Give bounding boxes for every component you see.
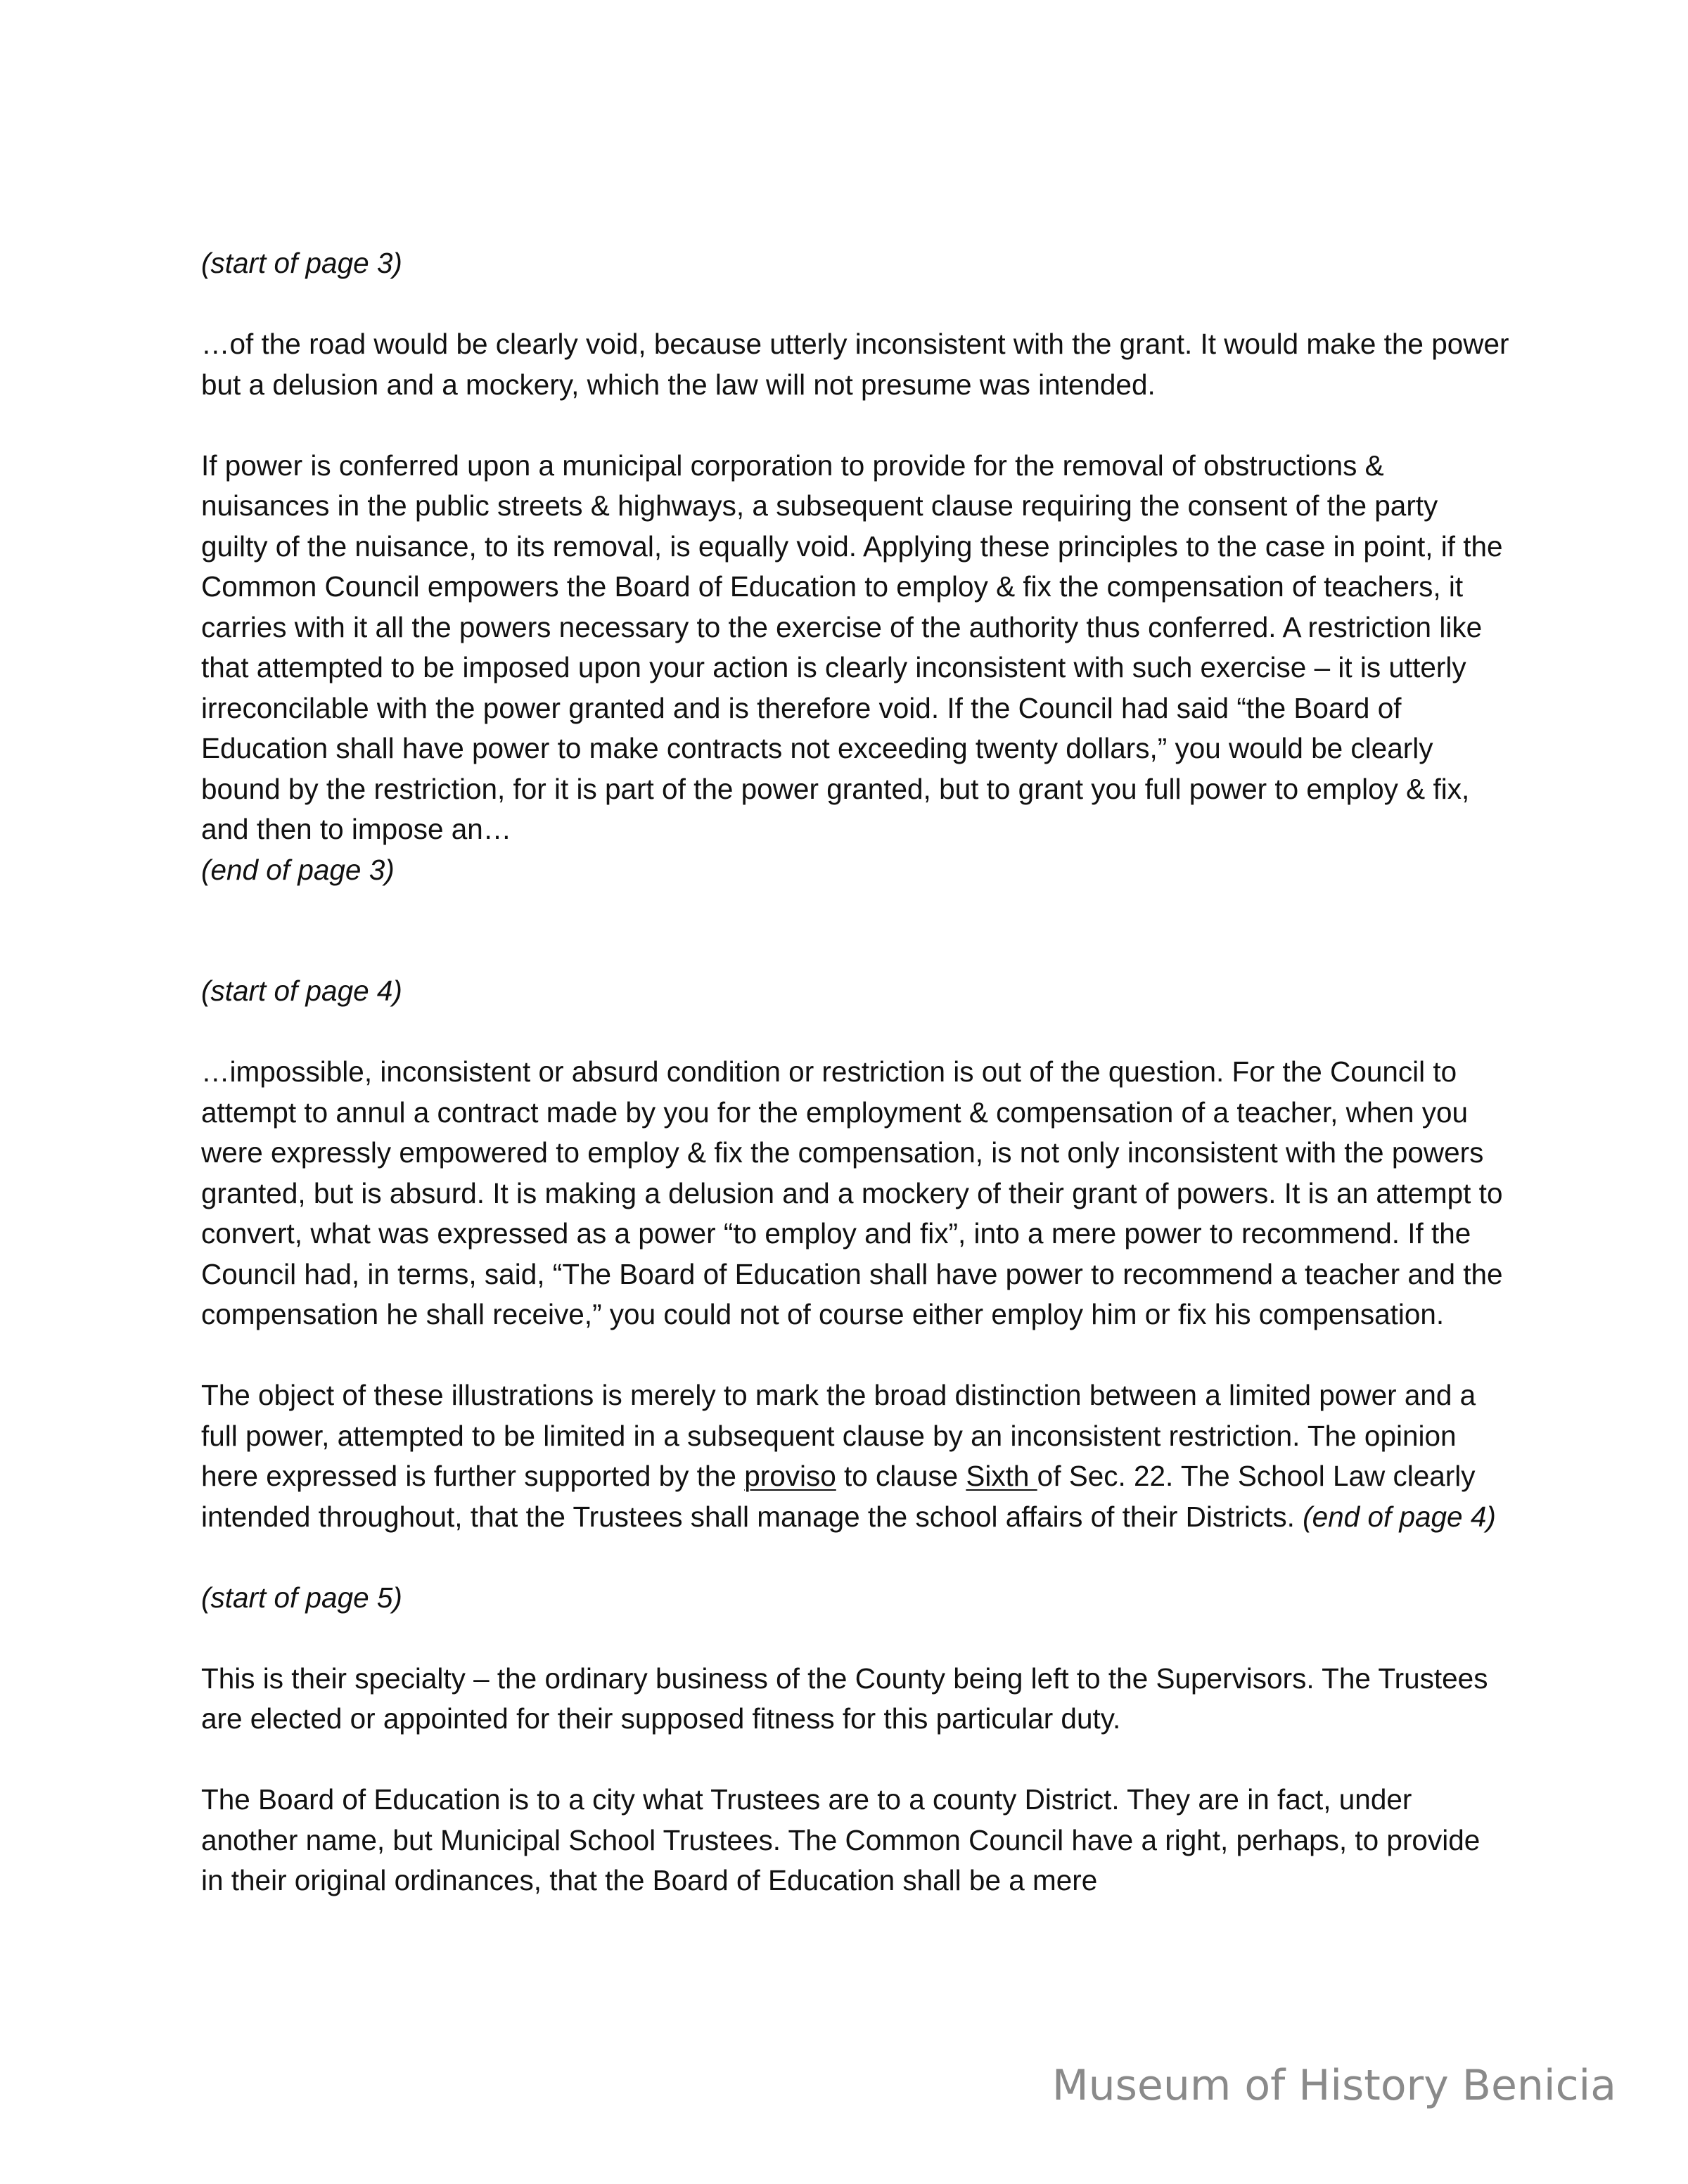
- sixth-underlined: Sixth: [966, 1460, 1037, 1492]
- page-3-paragraph-1: …of the road would be clearly void, because utterly inconsistent with the grant. It would make the power but a delusion and a mockery, which the law will not presume was intended.: [201, 328, 1509, 401]
- page-4-end-marker: (end of page 4): [1303, 1500, 1496, 1533]
- page-4-paragraph-2-text-a: The object of these illustrations is merely to mark the broad distinction between a limited power and a full power, attempted to be limited in a subsequent clause by an inconsistent restriction. The opinion here expressed is further supported by the: [201, 1379, 1476, 1492]
- spacer: [201, 1335, 1509, 1376]
- page-4-start-marker: (start of page 4): [201, 975, 402, 1007]
- page-3-start-marker: (start of page 3): [201, 247, 402, 279]
- page-5-start-marker: (start of page 5): [201, 1581, 402, 1614]
- spacer: [201, 1618, 1509, 1659]
- museum-watermark: Museum of History Benicia: [1051, 2061, 1616, 2110]
- spacer: [201, 284, 1509, 325]
- page-3-paragraph-2: If power is conferred upon a municipal corporation to provide for the removal of obstructions & nuisances in the public streets & highways, a subsequent clause requiring the consent of the party guilty of the nuisance, to its removal, is equally void. Applying these principles to the case in point, if the Common Council empowers the Board of Education to employ & fix the compensation of teachers, it carries with it all the powers necessary to the exercise of the authority thus conferred. A restriction like that attempted to be imposed upon your action is clearly inconsistent with such exercise – it is utterly irreconcilable with the power granted and is therefore void. If the Council had said “the Board of Education shall have power to make contracts not exceeding twenty dollars,” you would be clearly bound by the restriction, for it is part of the power granted, but to grant you full power to employ & fix, and then to impose an…: [201, 449, 1503, 845]
- spacer: [201, 890, 1509, 971]
- spacer: [201, 1537, 1509, 1578]
- proviso-underlined: proviso: [744, 1460, 836, 1492]
- page-4-paragraph-2: [201, 1375, 1509, 1537]
- spacer: [201, 405, 1509, 446]
- document-body: [201, 243, 1509, 1901]
- page-5-paragraph-1: This is their specialty – the ordinary business of the County being left to the Supervisors. The Trustees are elected or appointed for their supposed fitness for this particular duty.: [201, 1662, 1488, 1735]
- page-4-paragraph-2-text-b: to clause: [836, 1460, 966, 1492]
- page-5-paragraph-2: The Board of Education is to a city what Trustees are to a county District. They are in fact, under another name, but Municipal School Trustees. The Common Council have a right, perhaps, to provide in their original ordinances, that the Board of Education shall be a mere: [201, 1783, 1481, 1896]
- spacer: [201, 1740, 1509, 1780]
- spacer: [201, 1012, 1509, 1053]
- page-4-paragraph-2-text-c: of Sec. 22. The School Law clearly intended throughout, that the Trustees shall manage the school affairs of their Districts.: [201, 1460, 1476, 1533]
- page-4-paragraph-1: …impossible, inconsistent or absurd condition or restriction is out of the question. For the Council to attempt to annul a contract made by you for the employment & compensation of a teacher, when you were expressly empowered to employ & fix the compensation, is not only inconsistent with the powers granted, but is absurd. It is making a delusion and a mockery of their grant of powers. It is an attempt to convert, what was expressed as a power “to employ and fix”, into a mere power to recommend. If the Council had, in terms, said, “The Board of Education shall have power to recommend a teacher and the compensation he shall receive,” you could not of course either employ him or fix his compensation.: [201, 1055, 1503, 1330]
- page-3-end-marker: (end of page 3): [201, 853, 395, 886]
